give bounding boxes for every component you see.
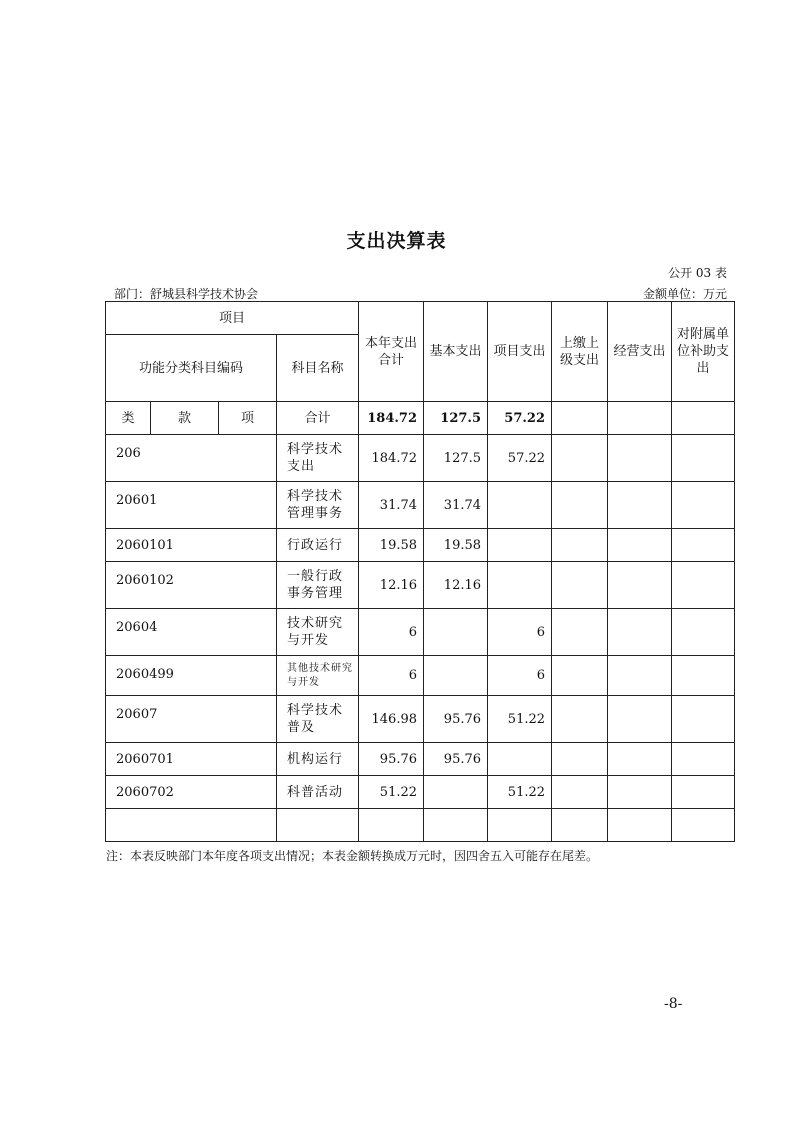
sum-total: 184.72 bbox=[359, 402, 424, 435]
row-code: 2060101 bbox=[106, 529, 277, 562]
row-basic bbox=[424, 656, 488, 696]
row-upper bbox=[552, 435, 608, 482]
page-title: 支出决算表 bbox=[346, 230, 447, 252]
row-code: 20604 bbox=[106, 609, 277, 656]
table-row bbox=[106, 529, 735, 562]
row-basic: 31.74 bbox=[424, 482, 488, 529]
row-upper bbox=[552, 482, 608, 529]
row-basic bbox=[424, 776, 488, 809]
sum-basic: 127.5 bbox=[424, 402, 488, 435]
table-row bbox=[106, 562, 735, 609]
row-upper bbox=[552, 696, 608, 743]
table-row bbox=[106, 696, 735, 743]
row-project: 6 bbox=[488, 609, 552, 656]
sum-row bbox=[106, 402, 735, 435]
row-total: 6 bbox=[359, 656, 424, 696]
row-name bbox=[277, 809, 359, 842]
row-total: 95.76 bbox=[359, 743, 424, 776]
row-code: 2060701 bbox=[106, 743, 277, 776]
row-total: 19.58 bbox=[359, 529, 424, 562]
header-lei: 类 bbox=[106, 402, 151, 435]
table-row bbox=[106, 482, 735, 529]
row-code: 20601 bbox=[106, 482, 277, 529]
row-name: 行政运行 bbox=[277, 529, 359, 562]
row-upper bbox=[552, 776, 608, 809]
row-name: 科学技术支出 bbox=[277, 435, 359, 482]
row-upper bbox=[552, 809, 608, 842]
table-number: 公开 03 表 bbox=[668, 266, 727, 280]
sum-label: 合计 bbox=[277, 402, 359, 435]
header-subsidy: 对附属单位补助支出 bbox=[672, 302, 735, 402]
sum-subsidy bbox=[672, 402, 735, 435]
row-basic: 95.76 bbox=[424, 743, 488, 776]
header-business: 经营支出 bbox=[608, 302, 672, 402]
row-business bbox=[608, 656, 672, 696]
row-project: 6 bbox=[488, 656, 552, 696]
row-business bbox=[608, 776, 672, 809]
row-total: 12.16 bbox=[359, 562, 424, 609]
row-project bbox=[488, 529, 552, 562]
header-basic: 基本支出 bbox=[424, 302, 488, 402]
row-total bbox=[359, 809, 424, 842]
header-xiang: 项 bbox=[219, 402, 277, 435]
row-upper bbox=[552, 743, 608, 776]
row-project bbox=[488, 482, 552, 529]
row-basic bbox=[424, 809, 488, 842]
header-project: 项目 bbox=[106, 302, 359, 335]
row-project: 57.22 bbox=[488, 435, 552, 482]
table-row bbox=[106, 656, 735, 696]
header-total: 本年支出合计 bbox=[359, 302, 424, 402]
row-upper bbox=[552, 609, 608, 656]
row-subsidy bbox=[672, 529, 735, 562]
row-basic: 127.5 bbox=[424, 435, 488, 482]
row-basic: 19.58 bbox=[424, 529, 488, 562]
row-name: 其他技术研究与开发 bbox=[277, 656, 359, 696]
sum-business bbox=[608, 402, 672, 435]
row-total: 51.22 bbox=[359, 776, 424, 809]
row-name: 科学技术管理事务 bbox=[277, 482, 359, 529]
row-subsidy bbox=[672, 743, 735, 776]
page-number: -8- bbox=[664, 996, 683, 1012]
row-basic: 12.16 bbox=[424, 562, 488, 609]
expenditure-table bbox=[105, 301, 735, 842]
row-business bbox=[608, 562, 672, 609]
footnote: 注：本表反映部门本年度各项支出情况；本表金额转换成万元时，因四舍五入可能存在尾差。 bbox=[106, 849, 599, 863]
row-code: 20607 bbox=[106, 696, 277, 743]
row-business bbox=[608, 529, 672, 562]
table-row bbox=[106, 435, 735, 482]
row-code: 2060702 bbox=[106, 776, 277, 809]
row-project: 51.22 bbox=[488, 776, 552, 809]
row-total: 31.74 bbox=[359, 482, 424, 529]
row-subsidy bbox=[672, 562, 735, 609]
table-row-empty bbox=[106, 809, 735, 842]
row-subsidy bbox=[672, 809, 735, 842]
row-project bbox=[488, 743, 552, 776]
row-project: 51.22 bbox=[488, 696, 552, 743]
row-project bbox=[488, 562, 552, 609]
row-upper bbox=[552, 656, 608, 696]
row-code: 206 bbox=[106, 435, 277, 482]
table-row bbox=[106, 609, 735, 656]
header-kuan: 款 bbox=[151, 402, 219, 435]
row-subsidy bbox=[672, 482, 735, 529]
sum-upper bbox=[552, 402, 608, 435]
row-subsidy bbox=[672, 776, 735, 809]
row-business bbox=[608, 435, 672, 482]
header-subject-name: 科目名称 bbox=[277, 335, 359, 402]
row-name: 科学技术普及 bbox=[277, 696, 359, 743]
row-subsidy bbox=[672, 696, 735, 743]
row-name: 技术研究与开发 bbox=[277, 609, 359, 656]
row-total: 6 bbox=[359, 609, 424, 656]
department-label: 部门：舒城县科学技术协会 bbox=[114, 287, 259, 301]
row-business bbox=[608, 696, 672, 743]
header-upper-payment: 上缴上级支出 bbox=[552, 302, 608, 402]
row-total: 146.98 bbox=[359, 696, 424, 743]
row-basic bbox=[424, 609, 488, 656]
row-business bbox=[608, 609, 672, 656]
header-func-code: 功能分类科目编码 bbox=[106, 335, 277, 402]
row-business bbox=[608, 743, 672, 776]
row-subsidy bbox=[672, 435, 735, 482]
row-name: 科普活动 bbox=[277, 776, 359, 809]
amount-unit-label: 金额单位：万元 bbox=[642, 287, 727, 301]
row-code bbox=[106, 809, 277, 842]
row-business bbox=[608, 482, 672, 529]
row-basic: 95.76 bbox=[424, 696, 488, 743]
row-name: 机构运行 bbox=[277, 743, 359, 776]
row-code: 2060102 bbox=[106, 562, 277, 609]
row-total: 184.72 bbox=[359, 435, 424, 482]
header-row-1 bbox=[106, 302, 735, 335]
row-subsidy bbox=[672, 656, 735, 696]
row-project bbox=[488, 809, 552, 842]
row-upper bbox=[552, 529, 608, 562]
sum-project: 57.22 bbox=[488, 402, 552, 435]
row-business bbox=[608, 809, 672, 842]
row-code: 2060499 bbox=[106, 656, 277, 696]
table-row bbox=[106, 776, 735, 809]
header-project-expenditure: 项目支出 bbox=[488, 302, 552, 402]
row-upper bbox=[552, 562, 608, 609]
table-row bbox=[106, 743, 735, 776]
row-subsidy bbox=[672, 609, 735, 656]
row-name: 一般行政事务管理 bbox=[277, 562, 359, 609]
